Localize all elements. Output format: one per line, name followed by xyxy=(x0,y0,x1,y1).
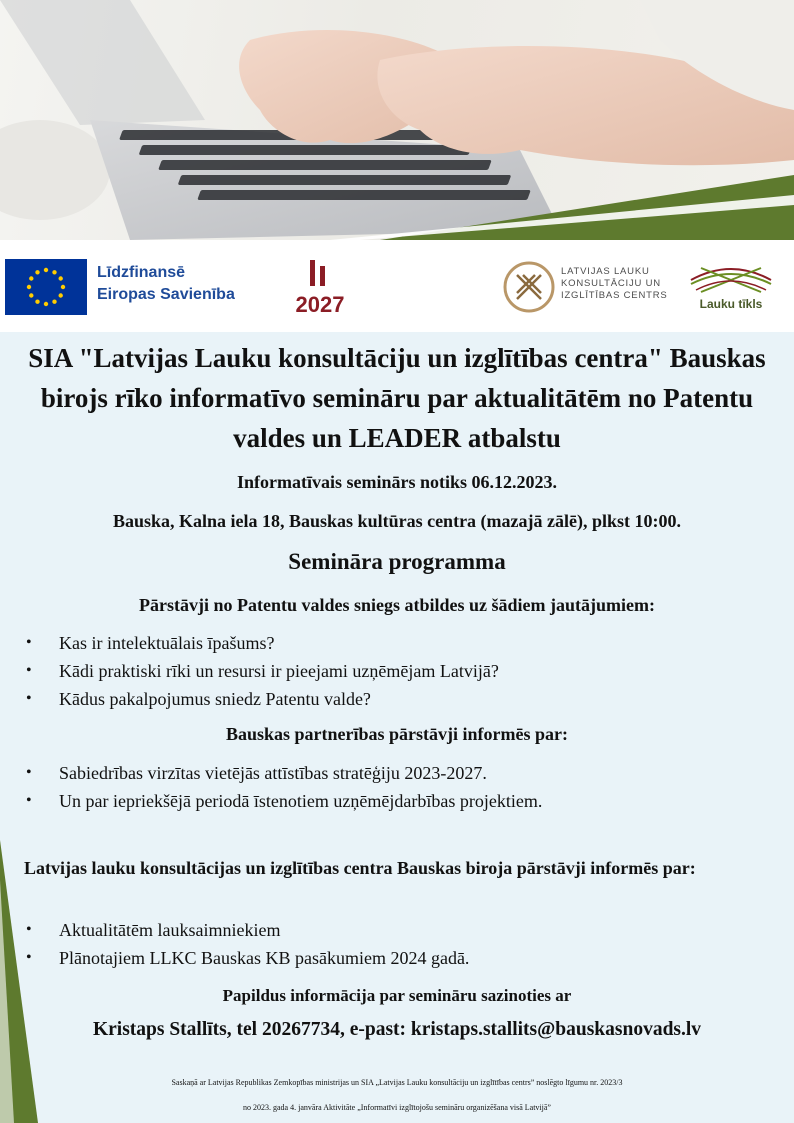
list-item: • Kādus pakalpojumus sniedz Patentu valde? xyxy=(0,685,499,713)
laptop-typing-illustration xyxy=(0,0,794,240)
llkc-logo-icon xyxy=(503,261,555,313)
logo-2027-year: 2027 xyxy=(295,292,345,316)
list-item: • Kas ir intelektuālais īpašums? xyxy=(0,629,499,657)
llkc-heading: Latvijas lauku konsultācijas un izglītības centra Bauskas biroja pārstāvji informēs par: xyxy=(24,858,696,878)
footnote-line-2: no 2023. gada 4. janvāra Aktivitāte „Informatīvi izglītojošu semināru organizēšana visā Latvijā” xyxy=(243,1103,551,1112)
patent-list xyxy=(0,629,499,713)
lauku-tikls-text: Lauku tīkls xyxy=(699,297,763,311)
partnership-list xyxy=(0,759,542,815)
list-item: • Kādi praktiski rīki un resursi ir pieejami uzņēmējam Latvijā? xyxy=(0,657,499,685)
contact-line: Kristaps Stallīts, tel 20267734, e-past: kristaps.stallits@bauskasnovads.lv xyxy=(92,1019,702,1040)
eu-cofinance-text xyxy=(97,262,235,306)
lauku-tikls-logo xyxy=(686,260,776,314)
date-line: Informatīvais seminārs notiks 06.12.2023. xyxy=(236,472,557,492)
llkc-line-2: KONSULTĀCIJU UN xyxy=(561,278,661,289)
llkc-logo-text xyxy=(561,266,668,302)
eu-line-2: Eiropas Savienība xyxy=(97,286,235,303)
page-title: SIA "Latvijas Lauku konsultāciju un izglītības centra" Bauskas birojs rīko informatīvo semināru par aktualitātēm no Patentu valdes un LEADER atbalstu xyxy=(28,343,766,453)
patent-heading: Pārstāvji no Patentu valdes sniegs atbildes uz šādiem jautājumiem: xyxy=(139,595,655,615)
llkc-list xyxy=(0,916,469,972)
eu-flag-icon xyxy=(5,259,87,315)
eu-line-1: Līdzfinansē xyxy=(97,264,186,281)
list-item: • Plānotajiem LLKC Bauskas KB pasākumiem 2024 gadā. xyxy=(0,944,469,972)
list-item: • Un par iepriekšējā periodā īstenotiem uzņēmējdarbības projektiem. xyxy=(0,787,542,815)
program-title: Semināra programma xyxy=(288,549,506,574)
partnership-heading: Bauskas partnerības pārstāvji informēs par: xyxy=(225,724,568,744)
contact-heading: Papildus informācija par semināru sazinoties ar xyxy=(222,986,572,1005)
footnote-line-1: Saskaņā ar Latvijas Republikas Zemkopības ministrijas un SIA „Latvijas Lauku konsultāciju un izglītības centrs” noslēgto līgumu nr. 2023/3 xyxy=(171,1078,623,1087)
logo-2027 xyxy=(287,258,353,316)
list-item: • Sabiedrības virzītas vietējās attīstības stratēģiju 2023-2027. xyxy=(0,759,542,787)
location-line: Bauska, Kalna iela 18, Bauskas kultūras centra (mazajā zālē), plkst 10:00. xyxy=(112,511,682,531)
llkc-line-1: LATVIJAS LAUKU xyxy=(561,266,650,277)
llkc-line-3: IZGLĪTĪBAS CENTRS xyxy=(561,290,668,301)
hero-photo xyxy=(0,0,794,240)
list-item: • Aktualitātēm lauksaimniekiem xyxy=(0,916,469,944)
